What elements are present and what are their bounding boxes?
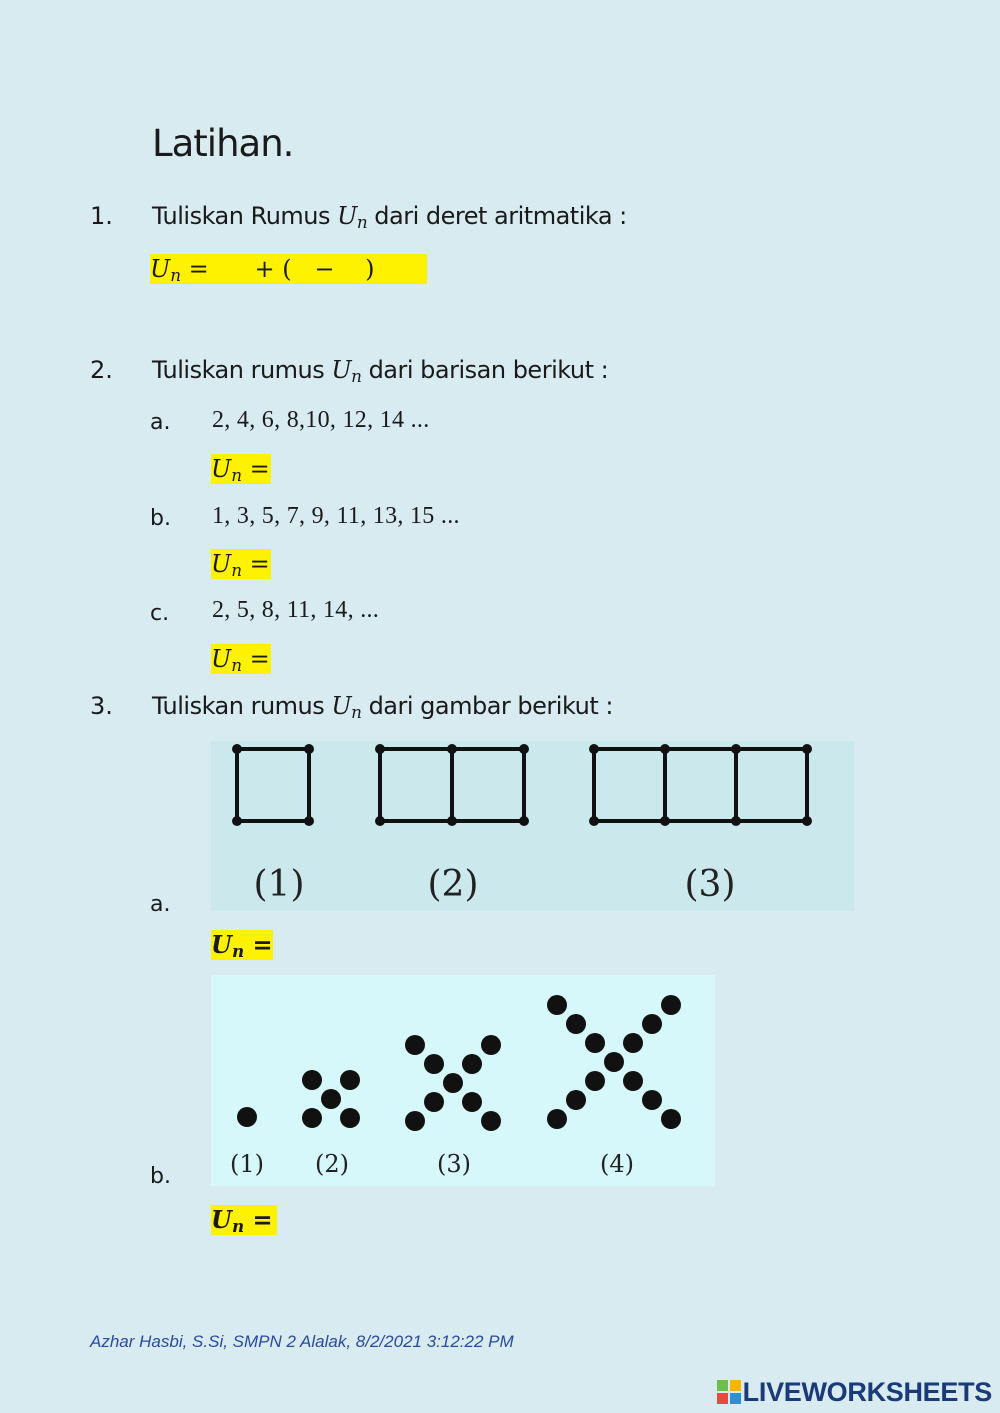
question-2-prefix: Tuliskan rumus: [152, 356, 332, 384]
liveworksheets-icon: [717, 1380, 741, 1404]
square-pattern-1: [237, 749, 309, 821]
caption-dots-3: (3): [437, 1150, 471, 1178]
caption-square-2: (2): [427, 864, 479, 905]
question-3-prefix: Tuliskan rumus: [152, 692, 332, 720]
page-title: Latihan.: [152, 122, 294, 165]
question-2b-answer-field[interactable]: $U_n$ =: [211, 550, 270, 581]
brand-logo[interactable]: [717, 1377, 992, 1408]
question-1-text: [152, 202, 627, 232]
question-2-number: 2.: [90, 356, 113, 384]
figure-dots: [211, 975, 715, 1186]
question-3-text: [152, 692, 613, 722]
question-2b-sequence: 1, 3, 5, 7, 9, 11, 13, 15 ...: [212, 503, 460, 529]
square-pattern-3a: [594, 749, 665, 821]
square-pattern-2a: [380, 749, 452, 821]
question-3a-label: a.: [150, 892, 171, 917]
question-3b-label: b.: [150, 1164, 171, 1189]
question-2c-answer-field[interactable]: $U_n$ =: [211, 645, 270, 676]
square-pattern-3b: [665, 749, 736, 821]
question-1-answer-field[interactable]: [150, 254, 427, 284]
brand-name: LIVEWORKSHEETS: [742, 1377, 992, 1407]
question-2a-sequence: 2, 4, 6, 8,10, 12, 14 ...: [212, 407, 430, 433]
question-3-number: 3.: [90, 692, 113, 720]
square-pattern-3c: [736, 749, 807, 821]
caption-dots-2: (2): [315, 1150, 349, 1178]
caption-square-3: (3): [684, 864, 736, 905]
question-2c-label: c.: [150, 601, 170, 626]
question-1-formula: $U_n$ = + ( − ): [150, 255, 375, 286]
question-2a-label: a.: [150, 410, 171, 435]
question-1-prefix: Tuliskan Rumus: [152, 202, 338, 230]
question-3a-answer-field[interactable]: $U_n$ =: [211, 930, 273, 962]
question-1-number: 1.: [90, 202, 113, 230]
un-symbol: $U_n$: [331, 692, 362, 723]
question-1-suffix: dari deret aritmatika :: [367, 202, 627, 230]
figure-squares: [211, 741, 854, 911]
dots-pattern-image: [211, 975, 715, 1186]
question-2c-sequence: 2, 5, 8, 11, 14, ...: [212, 597, 380, 623]
squares-pattern-image: [211, 741, 854, 911]
question-3b-answer-field[interactable]: $U_n$ =: [211, 1205, 277, 1235]
square-pattern-2b: [452, 749, 524, 821]
question-2b-label: b.: [150, 506, 171, 531]
un-symbol: $U_n$: [331, 356, 362, 387]
question-3-suffix: dari gambar berikut :: [361, 692, 613, 720]
question-2a-answer-field[interactable]: $U_n$ =: [211, 455, 270, 486]
un-symbol: $U_n$: [337, 202, 368, 233]
caption-square-1: (1): [253, 864, 305, 905]
question-2-text: [152, 356, 608, 386]
caption-dots-1: (1): [230, 1150, 264, 1178]
caption-dots-4: (4): [600, 1150, 634, 1178]
footer-credit: Azhar Hasbi, S.Si, SMPN 2 Alalak, 8/2/2021 3:12:22 PM: [90, 1332, 514, 1351]
question-2-suffix: dari barisan berikut :: [361, 356, 609, 384]
